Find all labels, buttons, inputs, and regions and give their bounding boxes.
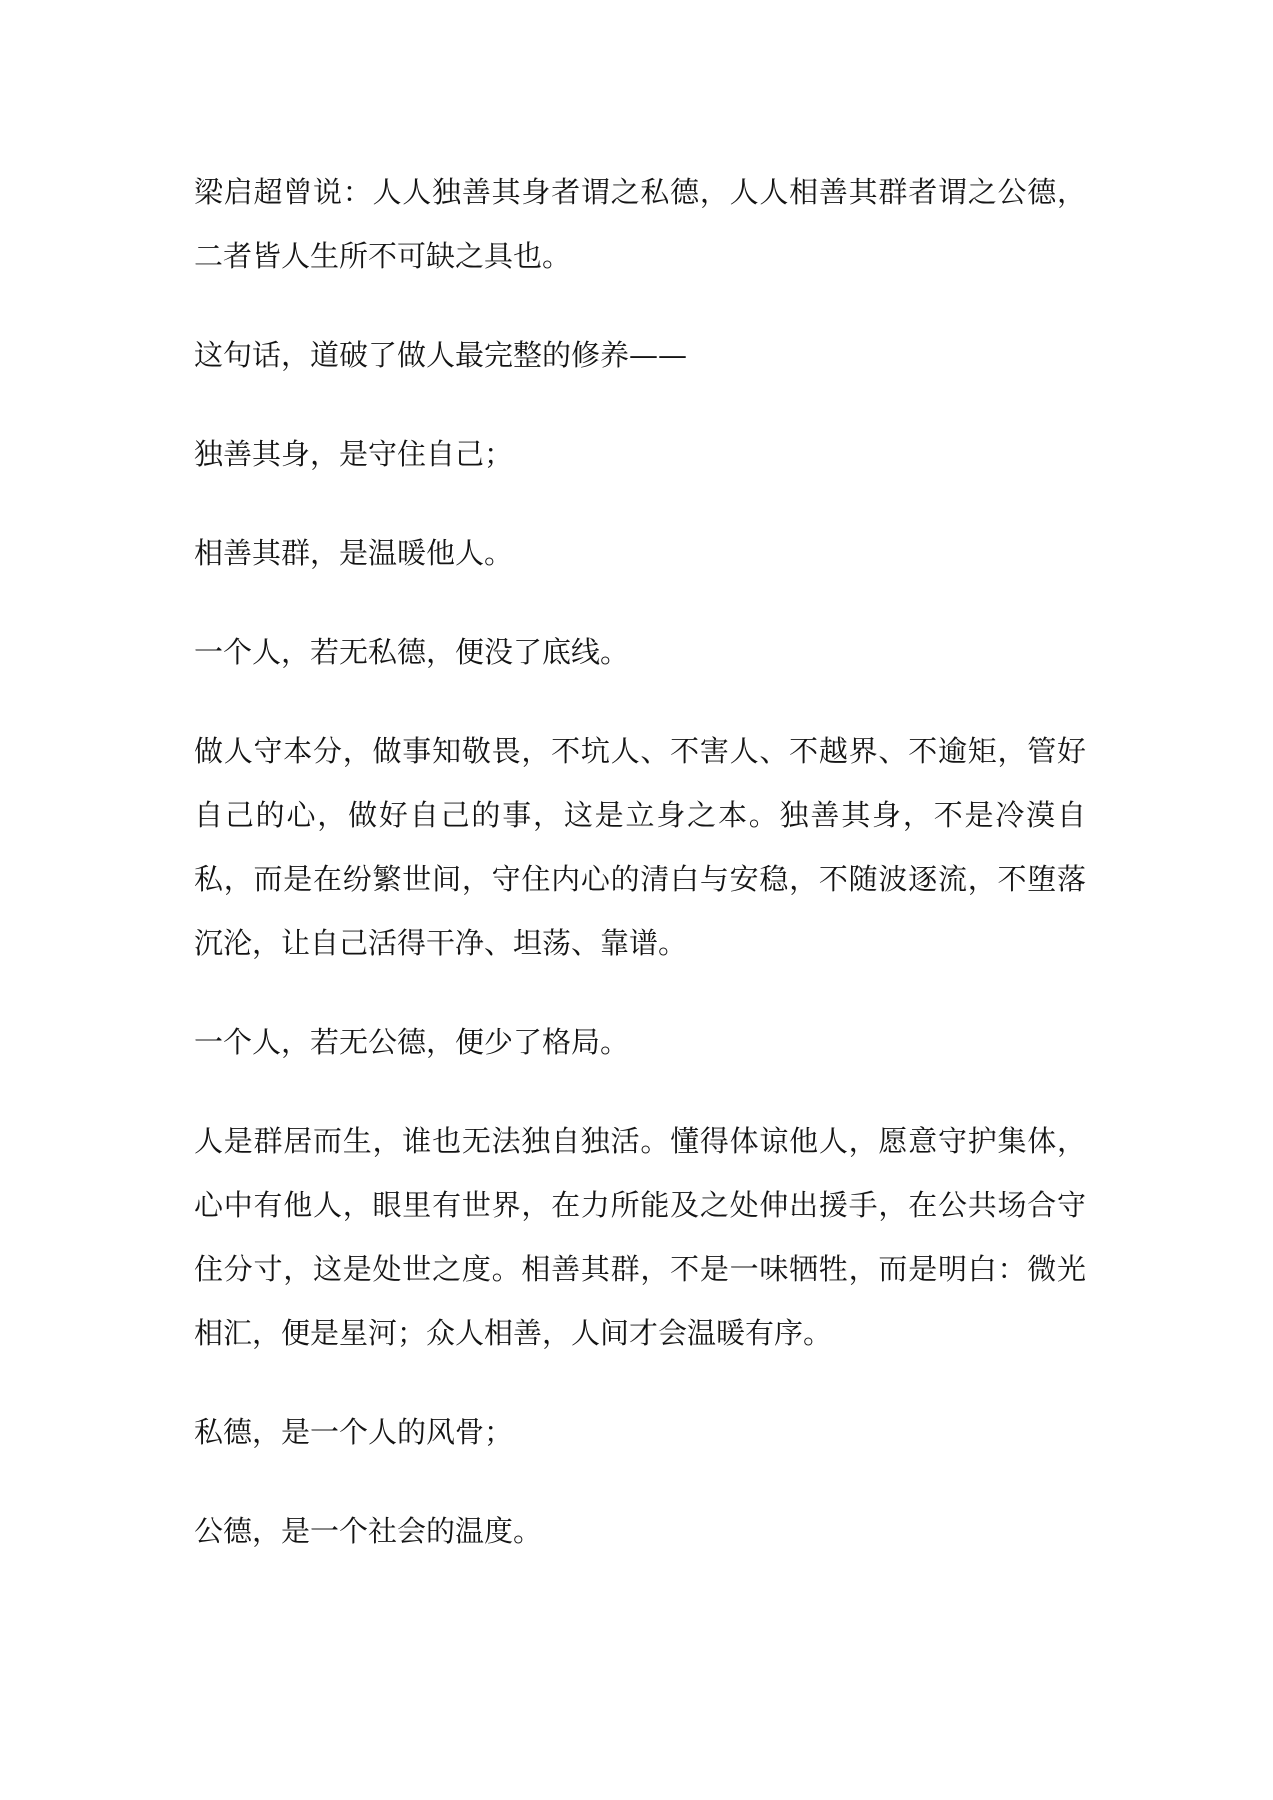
paragraph-others: 相善其群，是温暖他人。 [194, 536, 514, 570]
paragraph-intro: 这句话，道破了做人最完整的修养—— [194, 338, 688, 372]
paragraph-conclusion-public: 公德，是一个社会的温度。 [194, 1514, 543, 1548]
paragraph-public-virtue-body: 人是群居而生，谁也无法独自独活。懂得体谅他人，愿意守护集体，心中有他人，眼里有世界，在力所能及之处伸出援手，在公共场合守住分寸，这是处世之度。相善其群，不是一味牺牲，而是明白：微光相汇，便是星河；众人相善，人间才会温暖有序。 [194, 1124, 1086, 1350]
paragraph-private-virtue-heading: 一个人，若无私德，便没了底线。 [194, 635, 630, 669]
paragraph-private-virtue-body: 做人守本分，做事知敬畏，不坑人、不害人、不越界、不逾矩，管好自己的心，做好自己的事，这是立身之本。独善其身，不是冷漠自私，而是在纷繁世间，守住内心的清白与安稳，不随波逐流，不堕落沉沦，让自己活得干净、坦荡、靠谱。 [194, 734, 1086, 960]
paragraph-self: 独善其身，是守住自己； [194, 437, 514, 471]
paragraph-quote: 梁启超曾说：人人独善其身者谓之私德，人人相善其群者谓之公德，二者皆人生所不可缺之具也。 [194, 175, 1086, 273]
paragraph-public-virtue-heading: 一个人，若无公德，便少了格局。 [194, 1025, 630, 1059]
document-body [194, 160, 1086, 1598]
paragraph-conclusion-private: 私德，是一个人的风骨； [194, 1415, 514, 1449]
